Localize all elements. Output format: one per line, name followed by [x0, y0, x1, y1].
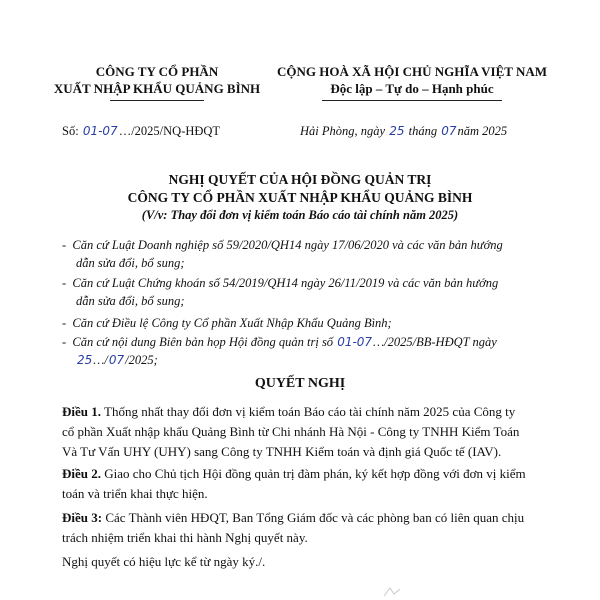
number-suffix: …/2025/NQ-HĐQT	[118, 124, 221, 138]
handwritten-day: 25	[389, 124, 405, 138]
motto-underline	[322, 100, 502, 101]
article-3-line2: trách nhiệm triển khai thi hành Nghị quyết này.	[62, 530, 308, 545]
company-name-line2: XUẤT NHẬP KHẨU QUẢNG BÌNH	[53, 81, 261, 96]
handwritten-minutes-month: 07	[108, 353, 125, 367]
date-year: năm 2025	[457, 124, 508, 138]
handwritten-month: 07	[441, 124, 457, 138]
citation-1-line2: dẫn sửa đổi, bổ sung;	[76, 256, 185, 270]
company-name-line1: CÔNG TY CỔ PHẦN	[95, 64, 219, 79]
national-motto: Độc lập – Tự do – Hạnh phúc	[330, 81, 494, 96]
title-subject: (V/v: Thay đổi đơn vị kiểm toán Báo cáo tài chính năm 2025)	[141, 208, 459, 222]
document-number	[62, 124, 220, 139]
place-date	[300, 124, 507, 139]
effective-statement: Nghị quyết có hiệu lực kể từ ngày ký./.	[62, 554, 266, 569]
article-2-label: Điều 2.	[62, 466, 101, 481]
article-1-line2: cổ phần Xuất nhập khẩu Quảng Bình từ Chi nhánh Hà Nội - Công ty TNHH Kiểm Toán	[62, 424, 520, 439]
citation-2-line1: - Căn cứ Luật Chứng khoán số 54/2019/QH14 ngày 26/11/2019 và các văn bản hướng	[62, 276, 499, 290]
month-label: tháng	[408, 124, 438, 138]
citation-4-line1: - Căn cứ nội dung Biên bản họp Hội đồng quản trị số 01-07…/2025/BB-HĐQT ngày	[62, 335, 497, 349]
national-title: CỘNG HOÀ XÃ HỘI CHỦ NGHĨA VIỆT NAM	[276, 64, 548, 79]
title-line2: CÔNG TY CỔ PHẦN XUẤT NHẬP KHẨU QUẢNG BÌNH	[127, 190, 473, 205]
article-2-line1: Điều 2. Giao cho Chủ tịch Hội đồng quản trị đàm phán, ký kết hợp đồng với đơn vị kiểm	[62, 466, 526, 481]
resolution-heading: QUYẾT NGHỊ	[254, 376, 346, 391]
company-name-underline	[110, 100, 204, 101]
article-1-line3: Và Tư Vấn UHY (UHY) sang Công ty TNHH Kiểm toán và định giá Quốc tế (IAV).	[62, 444, 502, 459]
citation-1-line1: - Căn cứ Luật Doanh nghiệp số 59/2020/QH14 ngày 17/06/2020 và các văn bản hướng	[62, 238, 503, 252]
title-line1: NGHỊ QUYẾT CỦA HỘI ĐỒNG QUẢN TRỊ	[168, 172, 432, 187]
citation-3: - Căn cứ Điều lệ Công ty Cổ phần Xuất Nhập Khẩu Quảng Bình;	[62, 316, 392, 330]
article-1-label: Điều 1.	[62, 404, 101, 419]
article-3-label: Điều 3:	[62, 510, 103, 525]
citation-4-line2: 25…/07/2025;	[77, 353, 158, 367]
handwritten-number: 01-07	[82, 124, 118, 138]
citation-2-line2: dẫn sửa đổi, bổ sung;	[76, 294, 185, 308]
article-1-line1: Điều 1. Thống nhất thay đổi đơn vị kiểm toán Báo cáo tài chính năm 2025 của Công ty	[62, 404, 516, 419]
number-prefix: Số:	[62, 124, 79, 138]
scan-mark	[382, 586, 402, 598]
article-2-line2: toán và triển khai thực hiện.	[62, 486, 208, 501]
handwritten-minutes-number: 01-07	[337, 335, 373, 349]
article-3-line1: Điều 3: Các Thành viên HĐQT, Ban Tổng Giám đốc và các phòng ban có liên quan chịu	[62, 510, 525, 525]
handwritten-minutes-day: 25	[77, 353, 93, 367]
place-city: Hải Phòng, ngày	[300, 124, 386, 138]
